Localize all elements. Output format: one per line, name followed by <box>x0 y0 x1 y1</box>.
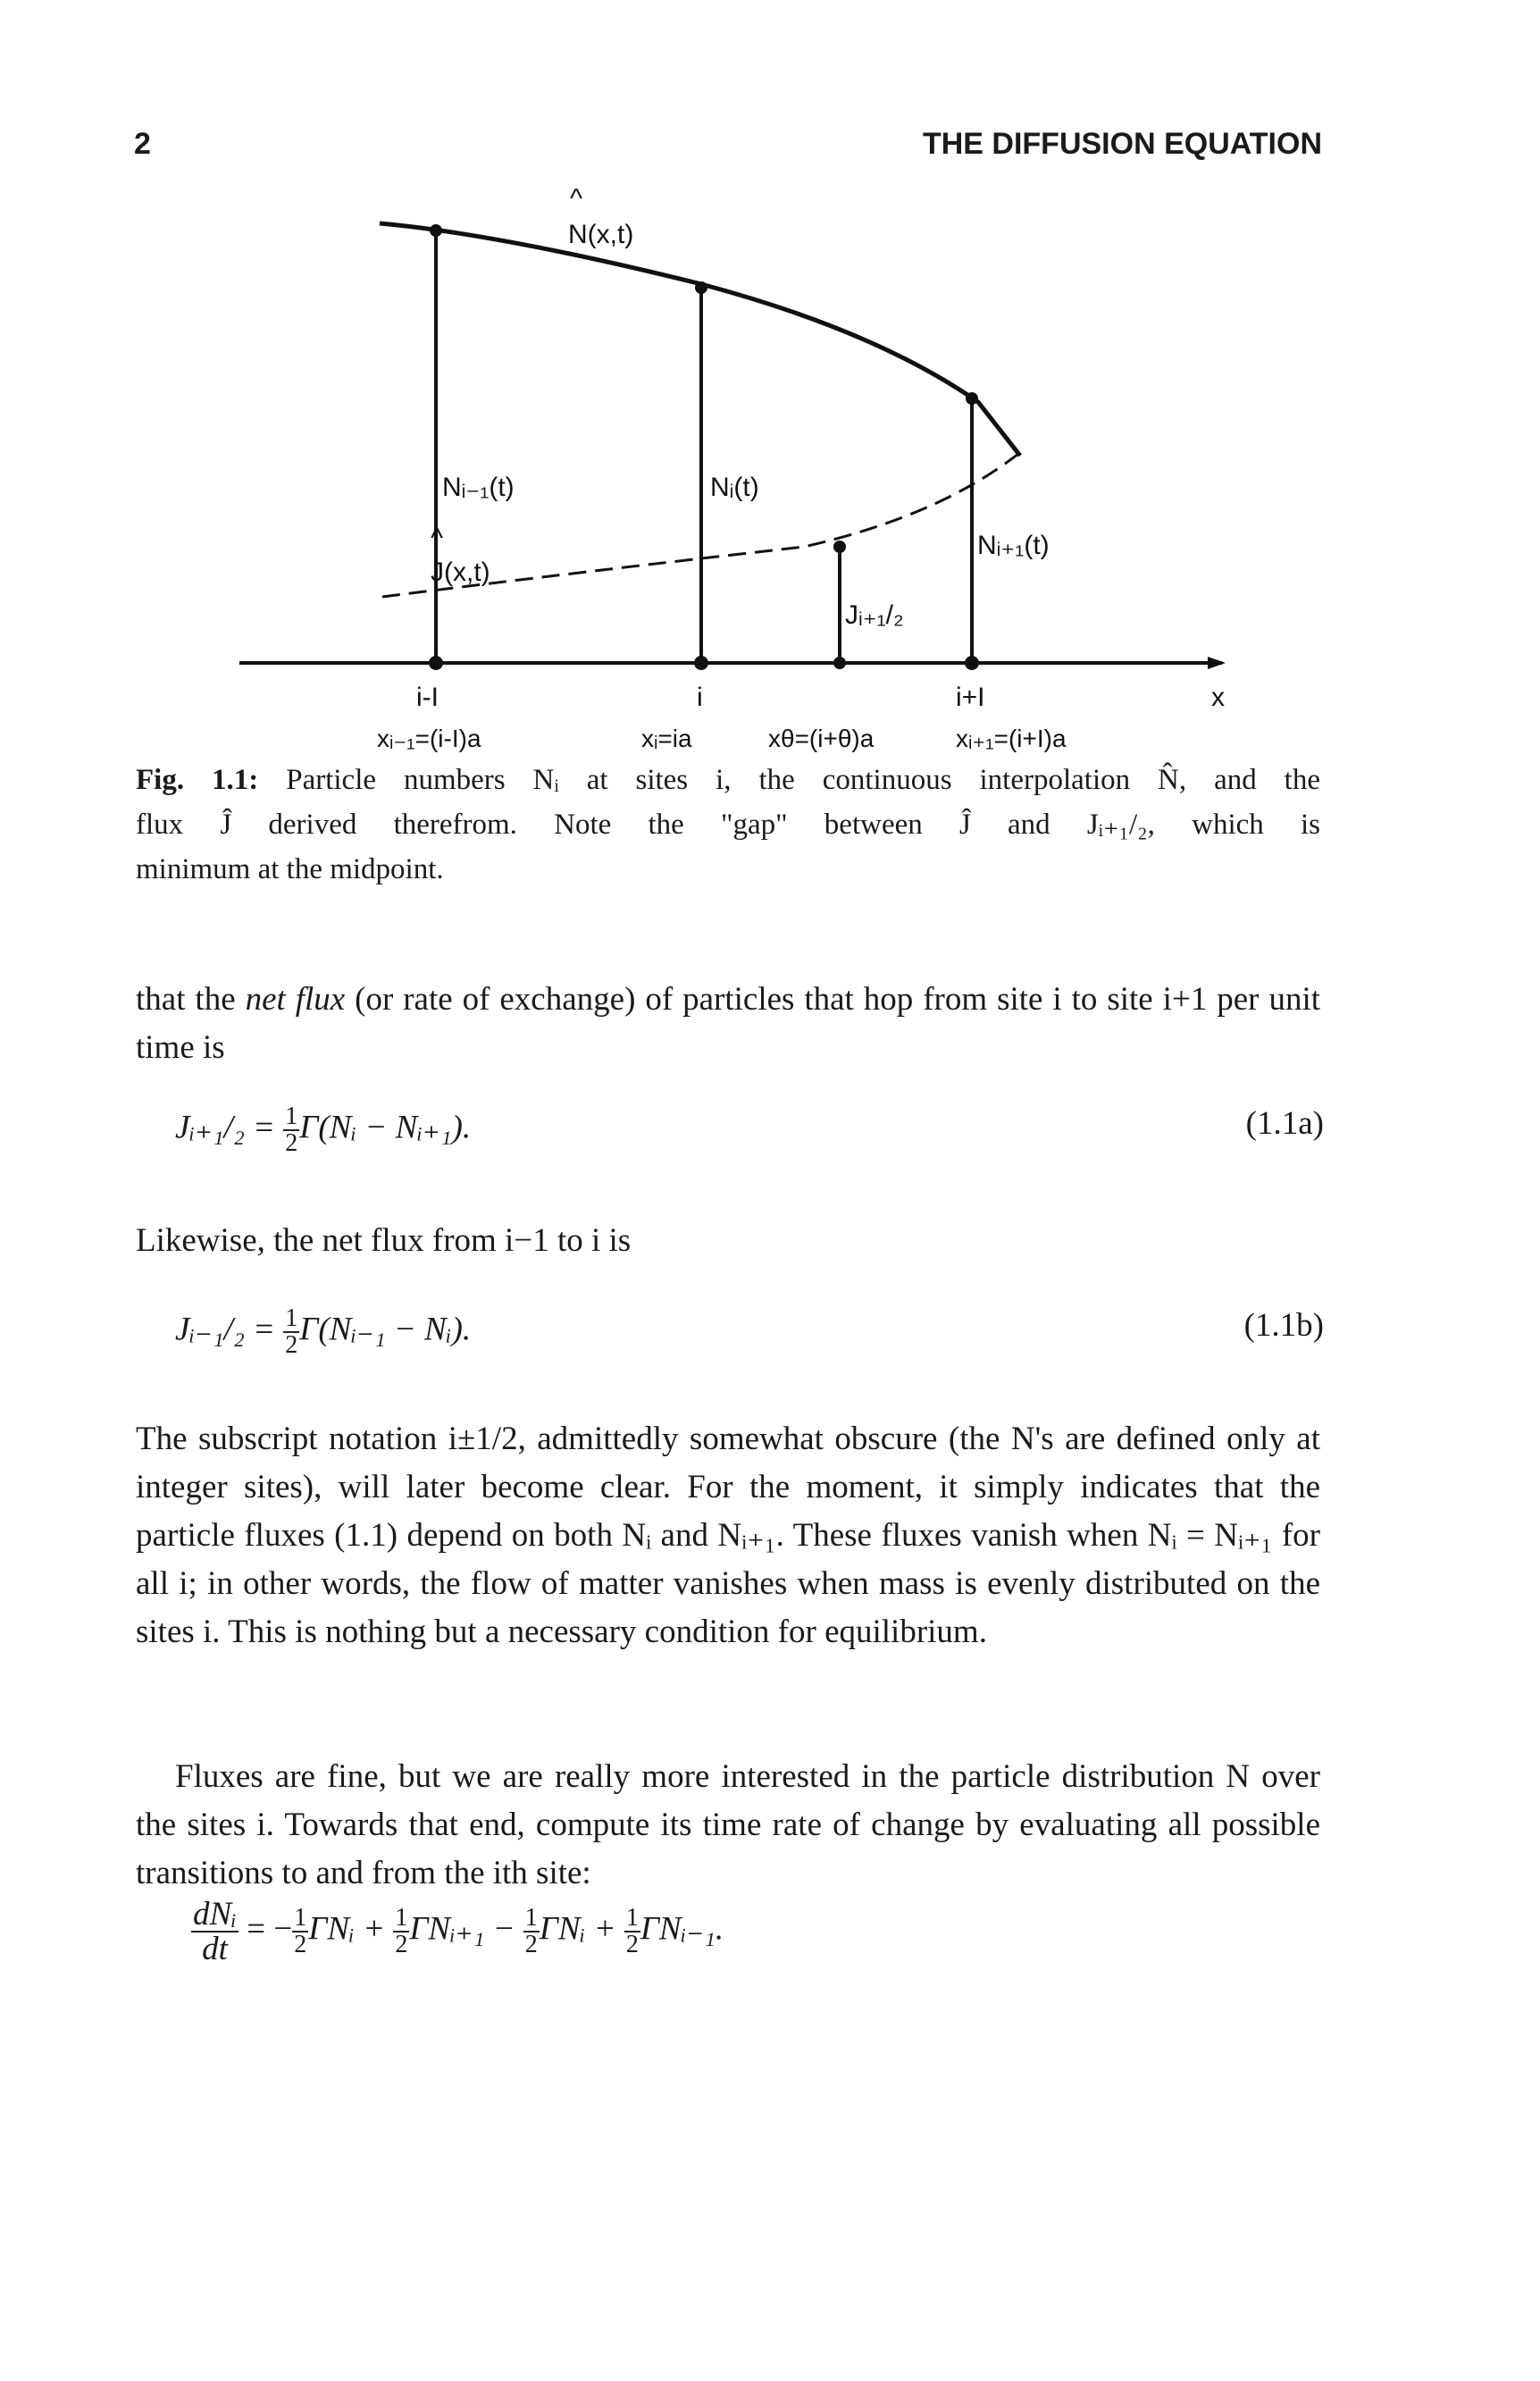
label-j-half: Jᵢ₊₁/₂ <box>845 600 904 630</box>
equation-1-1a <box>136 1104 1324 1176</box>
point-n-next <box>966 392 978 405</box>
caption-line-1: Particle numbers Nᵢ at sites i, the continuous interpolation N̂, and the <box>286 764 1320 796</box>
eq1a-half: $\frac{1}{2}$ <box>285 1102 298 1157</box>
eq2-dndt: $\frac{\text{dNᵢ}}{dt}$ <box>193 1896 238 1967</box>
label-j-hat: J(x,t) <box>431 558 490 587</box>
site-dot-i <box>694 656 708 670</box>
label-n-next: Nᵢ₊₁(t) <box>977 531 1050 560</box>
caption-line-3: minimum at the midpoint. <box>136 853 444 885</box>
paragraph-net-flux <box>136 976 1320 1072</box>
eq1a-rhs: Γ(Nᵢ − Nᵢ₊₁). <box>299 1109 472 1146</box>
paragraph-likewise: Likewise, the net flux from i−1 to i is <box>136 1222 632 1259</box>
eq2-half-1: $\frac{1}{2}$ <box>294 1904 307 1958</box>
eq2-term-3: ΓNᵢ + <box>539 1910 624 1948</box>
label-n-prev: Nᵢ₋₁(t) <box>442 473 515 502</box>
label-site-next: i+I <box>956 683 985 712</box>
label-x-i: xᵢ=ia <box>641 725 692 752</box>
eq1a-lhs: Jᵢ₊₁/₂ = <box>175 1109 284 1146</box>
eq2-term-2: ΓNᵢ₊₁ − <box>409 1910 523 1948</box>
eq1b-half: $\frac{1}{2}$ <box>285 1304 298 1359</box>
point-n-i <box>695 281 707 294</box>
eq1a-number: (1.1a) <box>1245 1105 1324 1142</box>
eq2-half-3: $\frac{1}{2}$ <box>524 1904 538 1958</box>
eq2-half-4: $\frac{1}{2}$ <box>625 1904 639 1958</box>
site-dot-next <box>965 656 979 670</box>
label-x-prev: xᵢ₋₁=(i-I)a <box>377 725 481 752</box>
hat-mark-j: ^ <box>431 524 444 553</box>
site-dot-prev <box>429 656 443 670</box>
eq2-term-4: ΓNᵢ₋₁. <box>640 1910 724 1948</box>
equation-1-1b <box>136 1306 1324 1378</box>
site-dot-theta <box>833 657 846 669</box>
paragraph-fluxes-fine: Fluxes are fine, but we are really more interested in the particle distribution N over the sites i. Towards that end, compute its time rate of change by evaluating all possible transitions to and from the ith site: <box>136 1758 1320 1891</box>
hat-mark-n: ^ <box>570 184 583 214</box>
eq2-half-2: $\frac{1}{2}$ <box>395 1904 408 1958</box>
x-axis-arrow <box>1208 657 1226 669</box>
p1-text-b: (or rate of exchange) of particles that hop from site i to site i+1 per unit time is <box>136 981 1320 1066</box>
eq1b-lhs: Jᵢ₋₁/₂ = <box>175 1311 284 1348</box>
page-number: 2 <box>134 127 151 161</box>
equation-rate-of-change: $\frac{\text{dNᵢ}}{dt}$ = − $\frac{1}{2}$ ΓNᵢ + $\frac{1}{2}$ ΓNᵢ₊₁ − $\frac{1}{2}$ ΓNᵢ + $\frac{1}{2}$ ΓNᵢ₋₁. <box>193 1896 724 1967</box>
label-x-theta: xθ=(i+θ)a <box>768 725 875 752</box>
p1-text-a: that the <box>136 981 246 1018</box>
label-site-i: i <box>697 683 703 712</box>
point-j-half <box>833 541 846 553</box>
figure-caption <box>136 758 1320 892</box>
label-x-next: xᵢ₊₁=(i+I)a <box>956 725 1067 752</box>
caption-label: Fig. 1.1: <box>136 764 259 796</box>
label-site-prev: i-I <box>416 683 439 712</box>
p1-emphasis: net flux <box>245 981 346 1018</box>
caption-line-2: flux Ĵ derived therefrom. Note the "gap" between Ĵ and Jᵢ₊₁/₂, which is <box>136 809 1320 841</box>
eq1b-number: (1.1b) <box>1243 1307 1324 1344</box>
paragraph-subscript-notation: The subscript notation i±1/2, admittedly somewhat obscure (the N's are defined only at integer sites), will later become clear. For the moment, it simply indicates that the particle fluxes (1.1) depend on both Nᵢ and Nᵢ₊₁. These fluxes vanish when Nᵢ = Nᵢ₊₁ for all i; in other words, the flow of matter vanishes when mass is evenly distributed on the sites i. This is nothing but a necessary condition for equilibrium. <box>136 1421 1320 1650</box>
eq2-term-1: ΓNᵢ + <box>308 1910 394 1948</box>
running-title: THE DIFFUSION EQUATION <box>922 127 1322 161</box>
label-n-hat: N(x,t) <box>568 220 634 249</box>
label-n-i: Nᵢ(t) <box>710 473 759 502</box>
label-axis-x: x <box>1211 683 1225 712</box>
eq1b-rhs: Γ(Nᵢ₋₁ − Nᵢ). <box>299 1311 472 1348</box>
point-n-prev <box>430 224 442 237</box>
